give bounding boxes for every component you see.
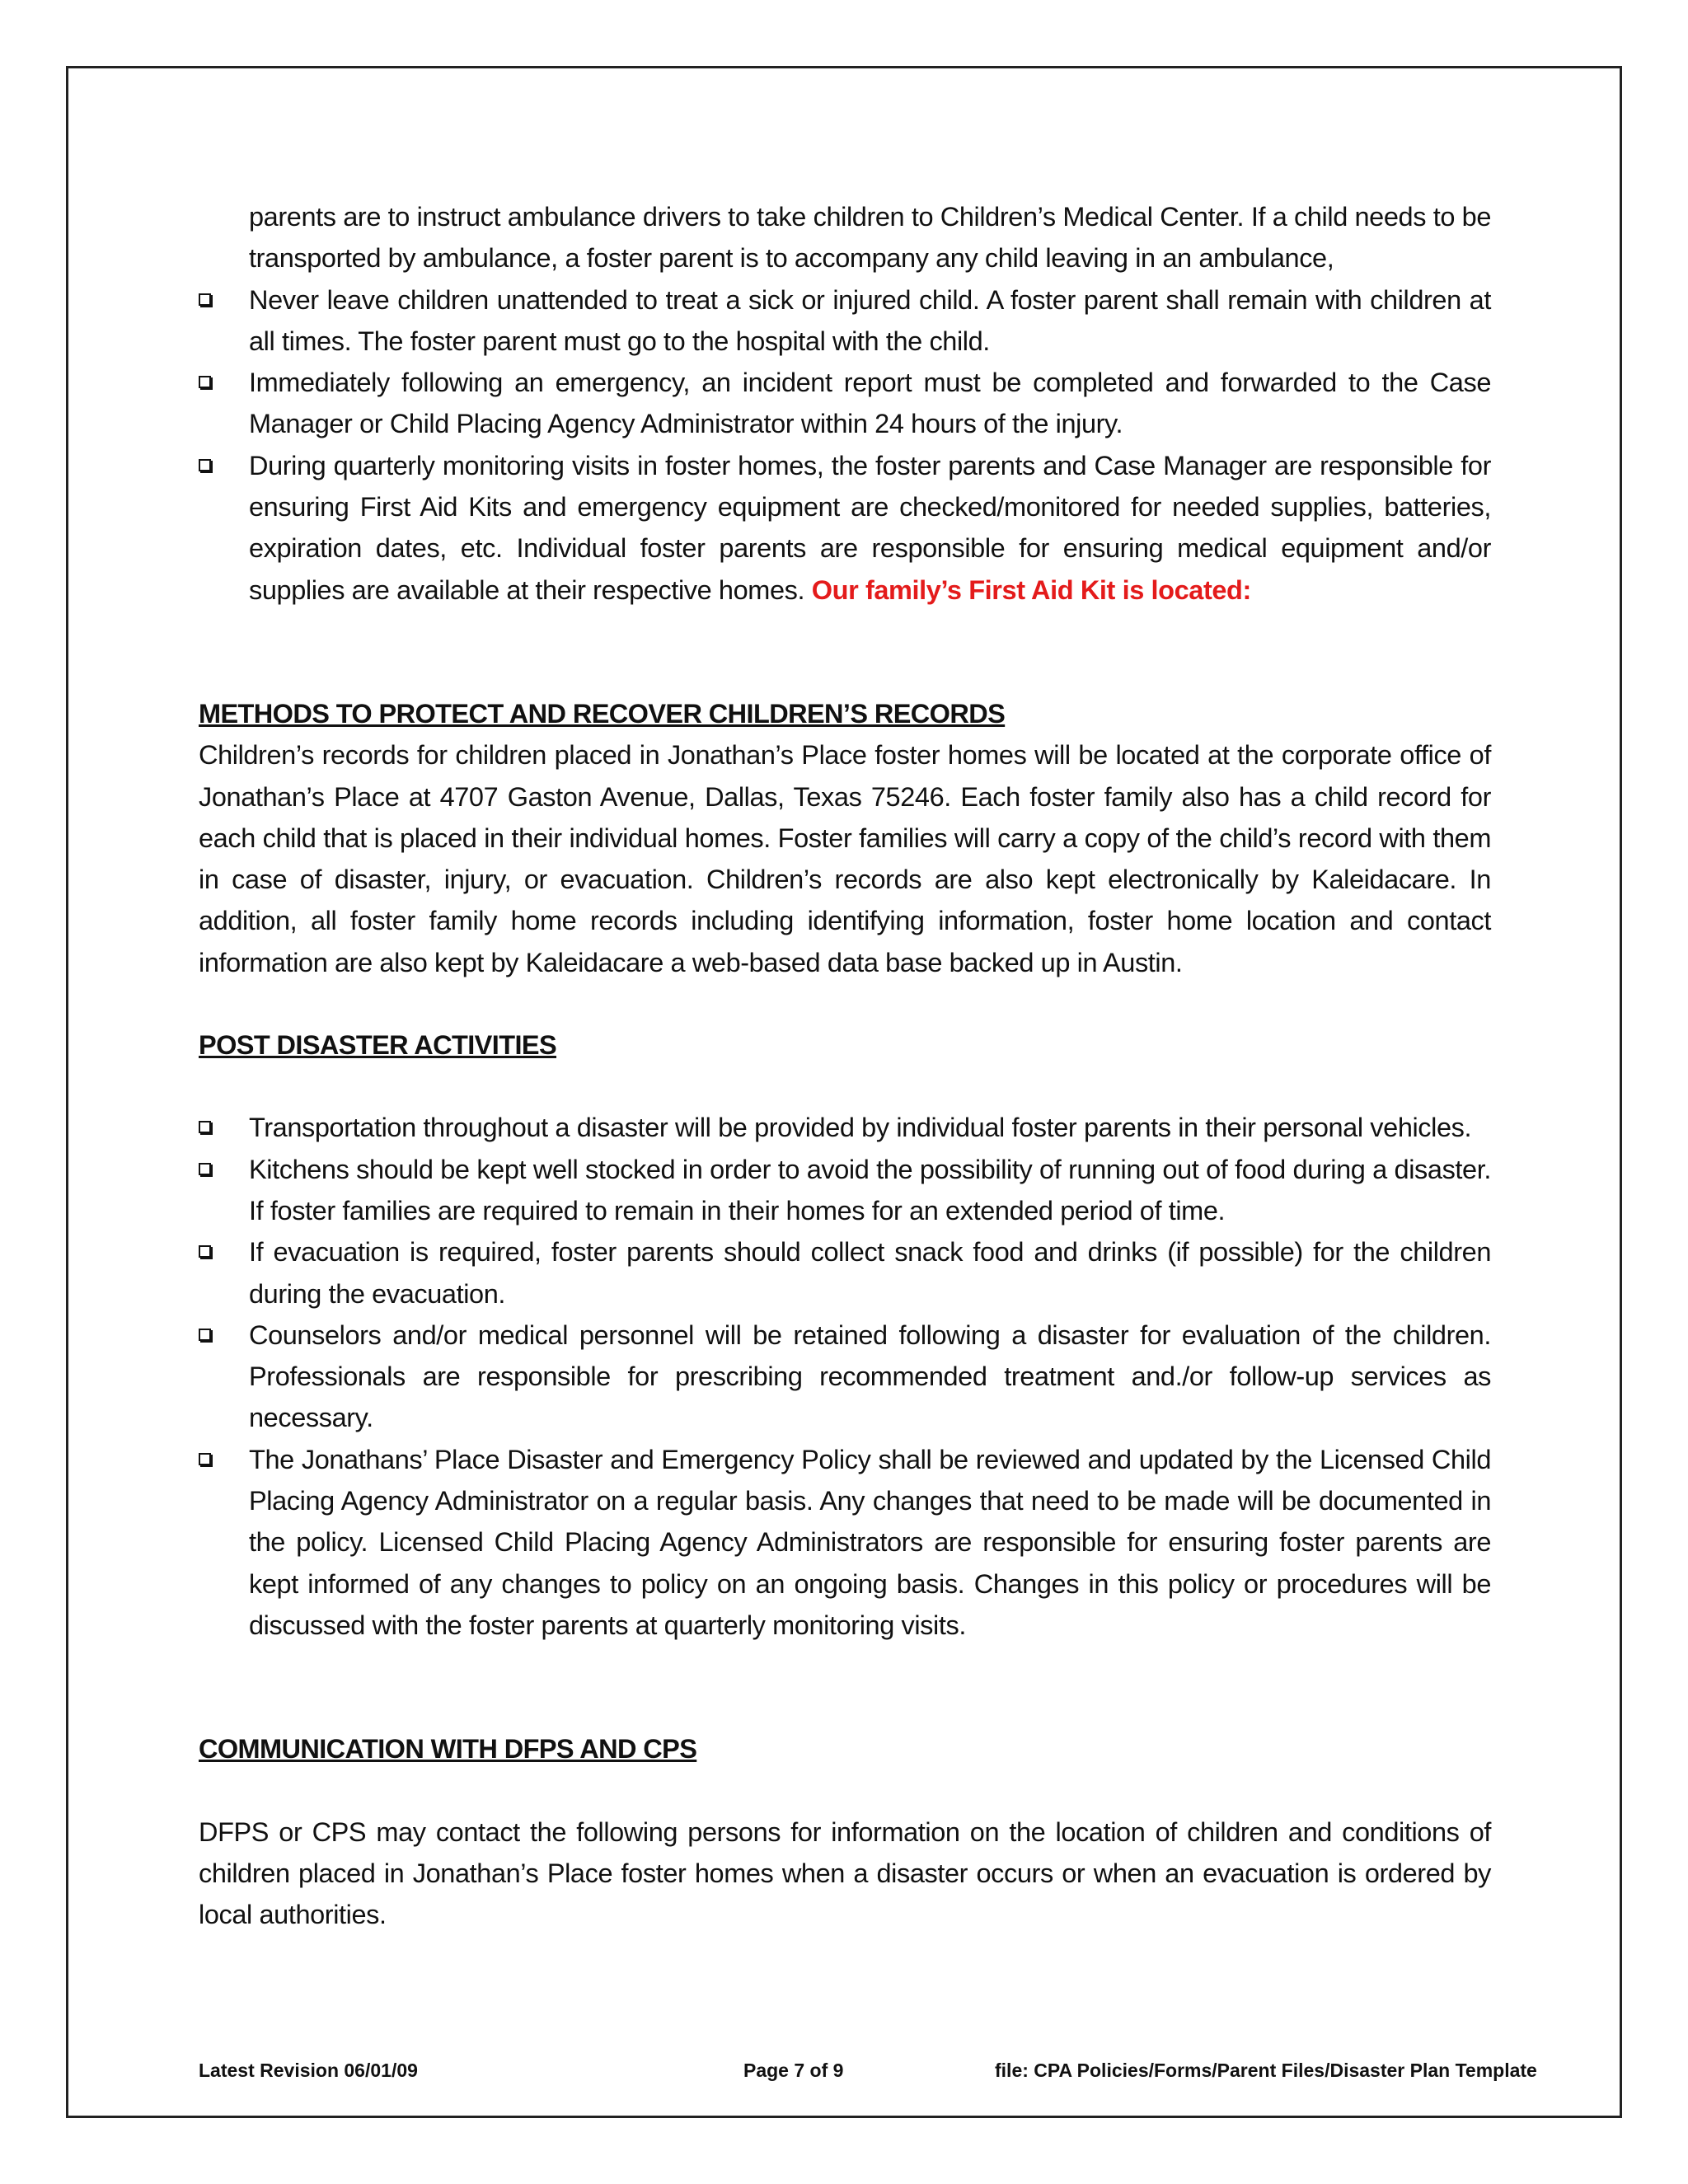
list-item [199,1231,1491,1315]
checkbox-bullet-icon [199,1245,211,1258]
footer-revision: Latest Revision 06/01/09 [199,2060,418,2081]
communication-paragraph: DFPS or CPS may contact the following persons for information on the location of children and conditions of children placed in Jonathan’s Place foster homes when a disaster occurs or when an evacuation is ordered by local authorities. [199,1816,1491,1930]
checkbox-bullet-icon [199,293,211,306]
list-item [199,1149,1491,1232]
list-item [199,362,1491,445]
checkbox-bullet-icon [199,1121,211,1133]
checkbox-bullet-icon [199,376,211,388]
post-disaster-heading: POST DISASTER ACTIVITIES [199,1030,557,1061]
checkbox-bullet-icon [199,1163,211,1175]
bullet-continuation: parents are to instruct ambulance drivers to take children to Children’s Medical Center. If a child needs to be transported by ambulance, a foster parent is to accompany any child leaving in an ambulance, [249,202,1491,274]
list-item-text: Transportation throughout a disaster will be provided by individual foster parents in their personal vehicles. [249,1113,1472,1143]
list-item-text: Immediately following an emergency, an incident report must be completed and forwarded to the Case Manager or Child Placing Agency Administrator within 24 hours of the injury. [249,368,1491,439]
footer-file-path: file: CPA Policies/Forms/Parent Files/Disaster Plan Template [995,2060,1537,2081]
communication-heading: COMMUNICATION WITH DFPS AND CPS [199,1734,697,1765]
list-item [199,279,1491,363]
checkbox-bullet-icon [199,1329,211,1341]
post-disaster-bullet-list [199,1107,1491,1646]
footer-page-number: Page 7 of 9 [743,2060,844,2081]
list-item-text: If evacuation is required, foster parents should collect snack food and drinks (if possible) for the children during the evacuation. [249,1237,1491,1309]
records-paragraph: Children’s records for children placed in Jonathan’s Place foster homes will be located at the corporate office of Jonathan’s Place at 4707 Gaston Avenue, Dallas, Texas 75246. Each foster family also has a child record for each child that is placed in their individual homes. Foster families will carry a copy of the child’s record with them in case of disaster, injury, or evacuation. Children’s records are also kept electronically by Kaleidacare. In addition, all foster family home records including identifying information, foster home location and contact information are also kept by Kaleidacare a web-based data base backed up in Austin. [199,740,1491,977]
document-body [199,196,1491,1935]
list-item-text: Kitchens should be kept well stocked in order to avoid the possibility of running out of food during a disaster. If foster families are required to remain in their homes for an extended period of time. [249,1154,1491,1226]
checkbox-bullet-icon [199,1453,211,1465]
list-item-text: The Jonathans’ Place Disaster and Emergency Policy shall be reviewed and updated by the Licensed Child Placing Agency Administrator on a regular basis. Any changes that need to be made will be documented in the policy. Licensed Child Placing Agency Administrators are responsible for ensuring foster parents are kept informed of any changes to policy on an ongoing basis. Changes in this policy or procedures will be discussed with the foster parents at quarterly monitoring visits. [249,1444,1491,1640]
list-item-text: Counselors and/or medical personnel will be retained following a disaster for evaluation of the children. Professionals are responsible for prescribing recommended treatment and./or follow-up services as necessary. [249,1319,1491,1433]
checkbox-bullet-icon [199,459,211,471]
first-aid-bullet-list [199,279,1491,611]
records-heading: METHODS TO PROTECT AND RECOVER CHILDREN’S RECORDS [199,698,1006,729]
list-item-text: During quarterly monitoring visits in foster homes, the foster parents and Case Manager are responsible for ensuring First Aid Kits and emergency equipment are checked/monitored for needed supplies, batteries, expiration dates, etc. Individual foster parents are responsible for ensuring medical equipment and/or supplies are available at their respective homes. [249,450,1491,605]
list-item [199,1439,1491,1646]
list-item [199,445,1491,611]
list-item [199,1107,1491,1148]
list-item-text: Never leave children unattended to treat a sick or injured child. A foster parent shall remain with children at all times. The foster parent must go to the hospital with the child. [249,284,1491,356]
first-aid-kit-location-label: Our family’s First Aid Kit is located: [811,574,1251,605]
list-item [199,1315,1491,1439]
